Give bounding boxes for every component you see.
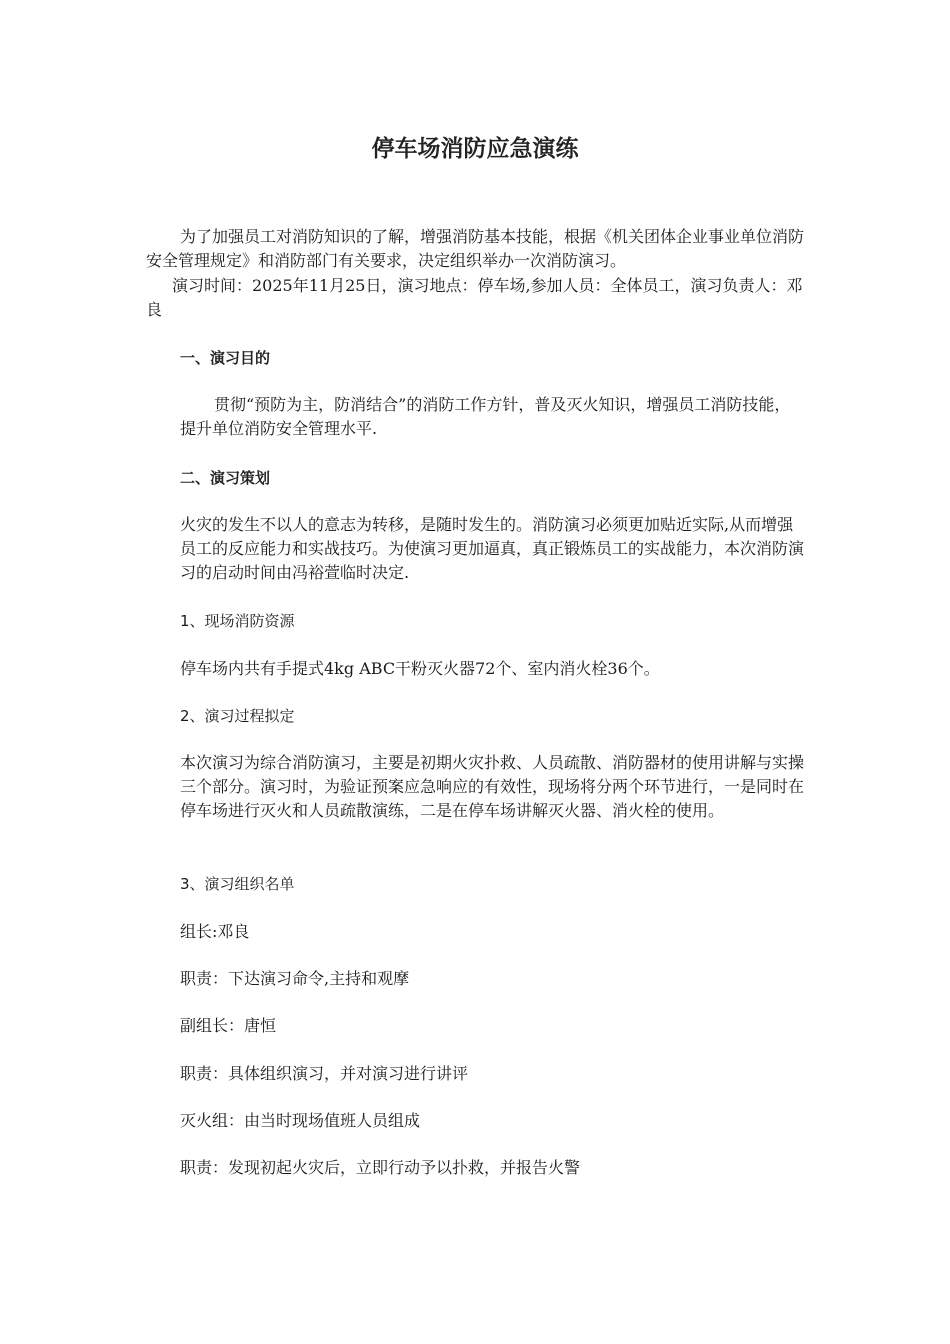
org-line-fire-team-duty: 职责：发现初起火灾后，立即行动予以扑救，并报告火警 bbox=[180, 1158, 581, 1177]
org-line-leader: 组长:邓良 bbox=[180, 922, 250, 941]
org-line-fire-team: 灭火组：由当时现场值班人员组成 bbox=[180, 1111, 421, 1130]
org-line-deputy-duty: 职责：具体组织演习，并对演习进行讲评 bbox=[180, 1064, 469, 1083]
section-heading-planning: 二、演习策划 bbox=[180, 469, 271, 487]
purpose-paragraph: 贯彻“预防为主，防消结合”的消防工作方针，普及灭火知识，增强员工消防技能，提升单位消防安全管理水平. bbox=[180, 395, 791, 438]
section-heading-purpose: 一、演习目的 bbox=[180, 349, 271, 367]
subheading-process: 2、演习过程拟定 bbox=[180, 707, 295, 725]
subheading-organization: 3、演习组织名单 bbox=[180, 875, 295, 893]
intro-paragraph: 为了加强员工对消防知识的了解，增强消防基本技能，根据《机关团体企业事业单位消防安全管理规定》和消防部门有关要求，决定组织举办一次消防演习。 bbox=[146, 227, 805, 270]
org-line-leader-duty: 职责：下达演习命令,主持和观摩 bbox=[180, 969, 410, 988]
drill-info-paragraph: 演习时间：2025年11月25日，演习地点：停车场,参加人员：全体员工，演习负责人：邓良 bbox=[146, 276, 803, 319]
resources-paragraph: 停车场内共有手提式4kg ABC干粉灭火器72个、室内消火栓36个。 bbox=[180, 659, 660, 678]
process-paragraph: 本次演习为综合消防演习，主要是初期火灾扑救、人员疏散、消防器材的使用讲解与实操三个部分。演习时，为验证预案应急响应的有效性，现场将分两个环节进行，一是同时在停车场进行灭火和人员疏散演练，二是在停车场讲解灭火器、消火栓的使用。 bbox=[180, 753, 805, 820]
org-line-deputy: 副组长：唐恒 bbox=[180, 1016, 277, 1035]
document-title: 停车场消防应急演练 bbox=[371, 136, 579, 162]
subheading-resources: 1、现场消防资源 bbox=[180, 612, 295, 630]
planning-paragraph: 火灾的发生不以人的意志为转移，是随时发生的。消防演习必须更加贴近实际,从而增强员工的反应能力和实战技巧。为使演习更加逼真，真正锻炼员工的实战能力，本次消防演习的启动时间由冯裕萱临时决定. bbox=[180, 515, 805, 582]
